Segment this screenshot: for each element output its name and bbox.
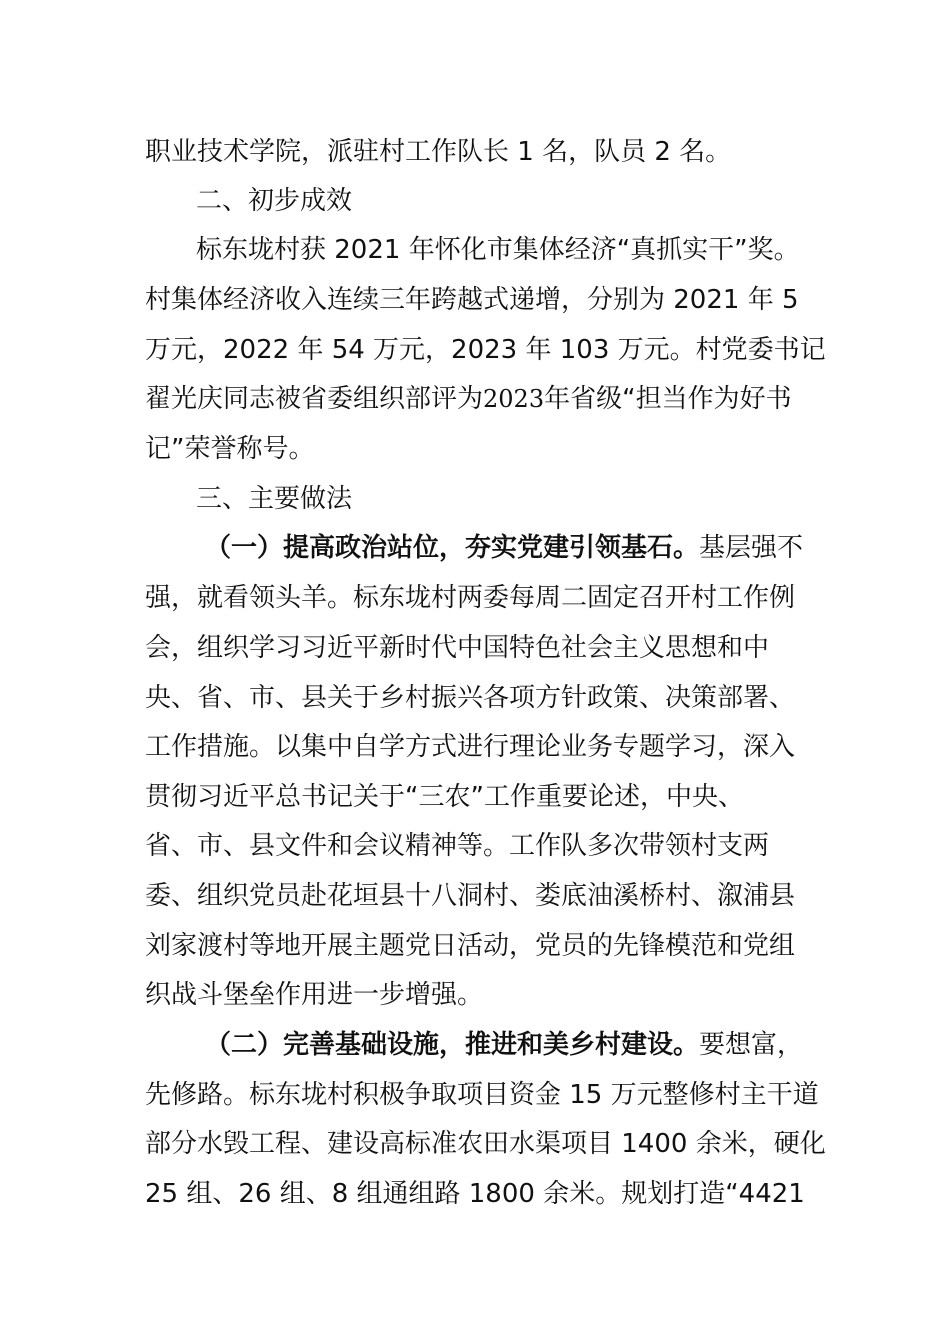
paragraph-line-18: 织战斗堡垒作用进一步增强。 [145, 980, 484, 1010]
paragraph-line-17: 刘家渡村等地开展主题党日活动，党员的先锋模范和党组 [145, 931, 796, 961]
text-segment: 年省级“担当作为好书 [544, 384, 792, 414]
year-text: 2023 [483, 385, 545, 413]
text-segment: 翟光庆同志被省委组织部评为 [145, 384, 484, 414]
paragraph-line-19 [205, 1021, 803, 1069]
text-segment: 基层强不 [699, 533, 804, 563]
paragraph-line-22: 25 组、26 组、8 组通组路 1800 余米。规划打造“4421 [145, 1179, 805, 1209]
paragraph-line-12: 央、省、市、县关于乡村振兴各项方针政策、决策部署、 [145, 683, 796, 713]
subheading-infrastructure: （二）完善基础设施，推进和美乡村建设。 [205, 1030, 700, 1060]
paragraph-line-6 [145, 375, 792, 423]
paragraph-line-21: 部分水毁工程、建设高标准农田水渠项目 1400 余米，硬化 [145, 1129, 826, 1159]
subheading-party-building: （一）提高政治站位，夯实党建引领基石。 [205, 533, 700, 563]
paragraph-line-7: 记”荣誉称号。 [145, 434, 315, 464]
text-segment: 要想富， [699, 1030, 804, 1060]
paragraph-line-11: 会，组织学习习近平新时代中国特色社会主义思想和中 [145, 633, 770, 663]
paragraph-line-1: 职业技术学院，派驻村工作队长 1 名，队员 2 名。 [145, 137, 732, 167]
section-heading-methods: 三、主要做法 [196, 484, 353, 514]
paragraph-line-15: 省、市、县文件和会议精神等。工作队多次带领村支两 [145, 831, 770, 861]
paragraph-line-9 [205, 524, 803, 572]
paragraph-line-4: 村集体经济收入连续三年跨越式递增，分别为 2021 年 5 [145, 285, 799, 315]
paragraph-line-14: 贯彻习近平总书记关于“三农”工作重要论述，中央、 [145, 782, 744, 812]
paragraph-line-20: 先修路。标东垅村积极争取项目资金 15 万元整修村主干道 [145, 1080, 819, 1110]
section-heading-results: 二、初步成效 [196, 186, 353, 216]
paragraph-line-13: 工作措施。以集中自学方式进行理论业务专题学习，深入 [145, 732, 796, 762]
paragraph-line-3: 标东垅村获 2021 年怀化市集体经济“真抓实干”奖。 [196, 235, 800, 265]
paragraph-line-5: 万元，2022 年 54 万元，2023 年 103 万元。村党委书记 [145, 335, 826, 365]
paragraph-line-10: 强，就看领头羊。标东垅村两委每周二固定召开村工作例 [145, 583, 796, 613]
paragraph-line-16: 委、组织党员赴花垣县十八洞村、娄底油溪桥村、溆浦县 [145, 881, 796, 911]
